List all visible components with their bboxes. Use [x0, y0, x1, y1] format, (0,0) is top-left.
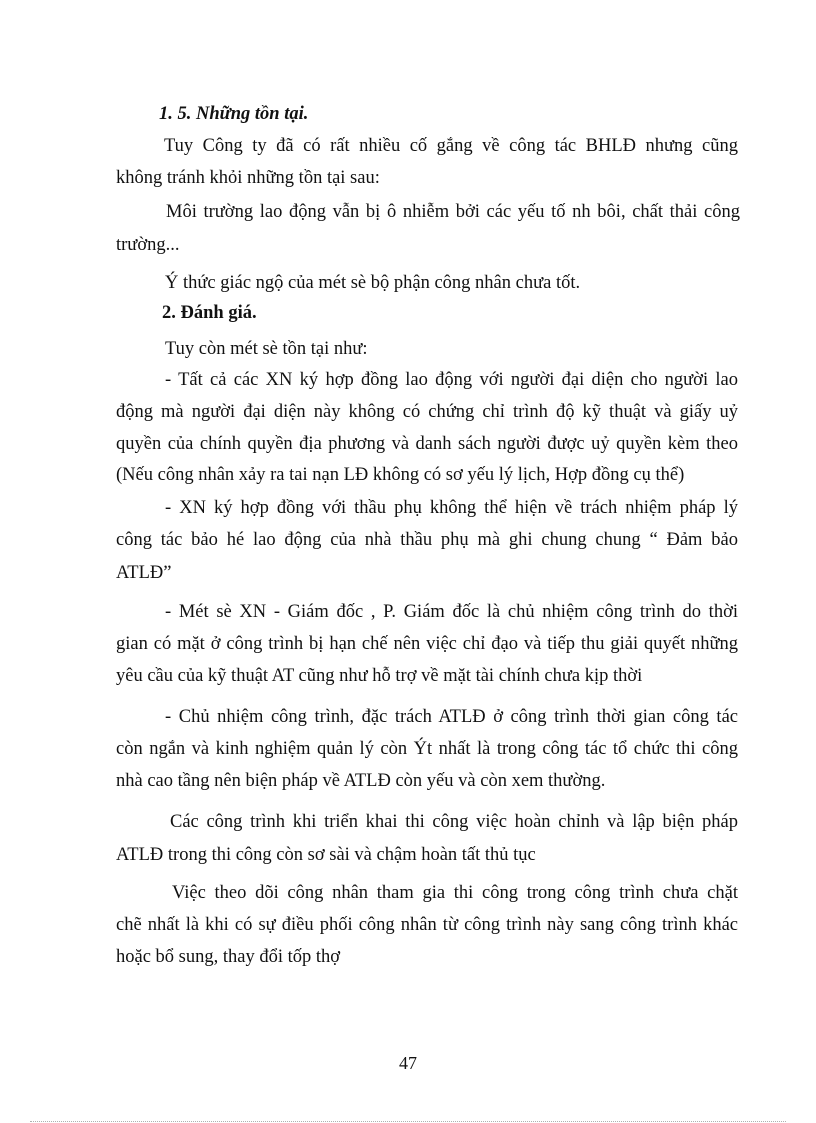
- bullet-line: công tác bảo hé lao động của nhà thầu phụ mà ghi chung chung “ Đảm bảo: [116, 530, 738, 550]
- bullet-line: (Nếu công nhân xảy ra tai nạn LĐ không có sơ yếu lý lịch, Hợp đồng cụ thể): [116, 465, 685, 485]
- bullet-line: - XN ký hợp đồng với thầu phụ không thể hiện về trách nhiệm pháp lý: [165, 498, 738, 518]
- bullet-line: ATLĐ”: [116, 563, 172, 583]
- page-bottom-rule: [30, 1121, 786, 1122]
- bullet-line: yêu cầu của kỹ thuật AT cũng như hỗ trợ về mặt tài chính chưa kịp thời: [116, 666, 643, 686]
- bullet-line: còn ngắn và kinh nghiệm quản lý còn Ýt nhất là trong công tác tổ chức thi công: [116, 739, 738, 759]
- bullet-line: - Tất cả các XN ký hợp đồng lao động với người đại diện cho người lao: [165, 370, 738, 390]
- bullet-line: - Mét sè XN - Giám đốc , P. Giám đốc là chủ nhiệm công trình do thời: [165, 602, 738, 622]
- paragraph-line: trường...: [116, 235, 180, 255]
- bullet-line: gian có mặt ở công trình bị hạn chế nên việc chỉ đạo và tiếp thu giải quyết những: [116, 634, 738, 654]
- paragraph-line: Ý thức giác ngộ của mét sè bộ phận công nhân chưa tốt.: [165, 273, 581, 293]
- paragraph-line: chẽ nhất là khi có sự điều phối công nhân từ công trình này sang công trình khác: [116, 915, 738, 935]
- paragraph-line: Môi trường lao động vẫn bị ô nhiễm bởi các yếu tố nh bôi, chất thải công: [166, 202, 740, 222]
- bullet-line: nhà cao tầng nên biện pháp về ATLĐ còn yếu và còn xem thường.: [116, 771, 606, 791]
- paragraph-line: Các công trình khi triển khai thi công việc hoàn chỉnh và lập biện pháp: [170, 812, 738, 832]
- bullet-line: - Chủ nhiệm công trình, đặc trách ATLĐ ở công trình thời gian công tác: [165, 707, 738, 727]
- paragraph-line: hoặc bổ sung, thay đổi tốp thợ: [116, 947, 341, 967]
- bullet-line: động mà người đại diện này không có chứng chỉ trình độ kỹ thuật và giấy uỷ: [116, 402, 738, 422]
- section-heading-2: 2. Đánh giá.: [162, 303, 257, 323]
- section-heading-1-5: 1. 5. Những tồn tại.: [159, 104, 309, 124]
- paragraph-line: Việc theo dõi công nhân tham gia thi công trong công trình chưa chặt: [172, 883, 738, 903]
- paragraph-line: ATLĐ trong thi công còn sơ sài và chậm hoàn tất thủ tục: [116, 845, 536, 865]
- page-number: 47: [399, 1053, 417, 1073]
- bullet-line: quyền của chính quyền địa phương và danh sách người được uỷ quyền kèm theo: [116, 434, 738, 454]
- paragraph-line: Tuy còn mét sè tồn tại như:: [165, 339, 368, 359]
- paragraph-line: Tuy Công ty đã có rất nhiều cố gắng về công tác BHLĐ nhưng cũng: [164, 136, 738, 156]
- paragraph-line: không tránh khỏi những tồn tại sau:: [116, 168, 380, 188]
